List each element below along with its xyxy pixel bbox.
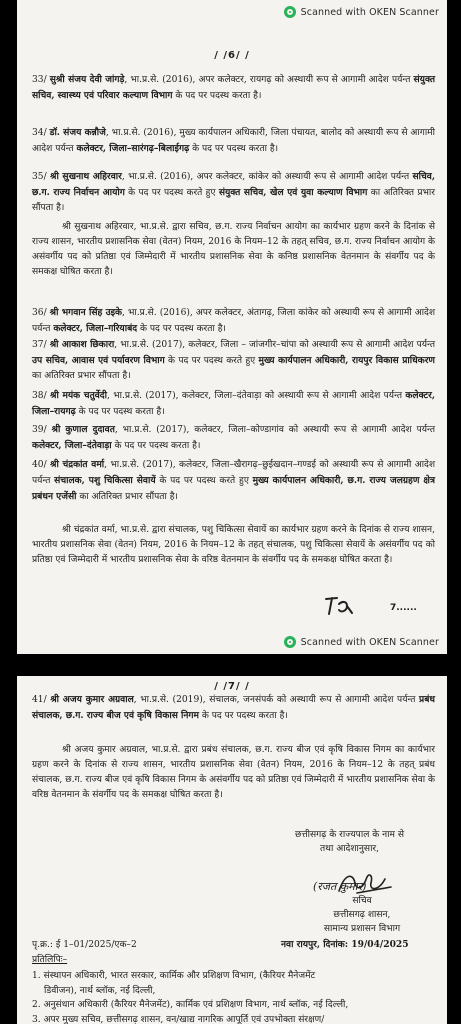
governor-line: छत्तीसगढ़ के राज्यपाल के नाम से तथा आदेशानुसार, (294, 830, 405, 854)
order-item-41: 41/ श्री अजय कुमार अग्रवाल, भा.प्र.से. (2019), संचालक, जनसंपर्क को अस्थायी रूप से आगामी आदेश पर्यन्त प्रबंध संचालक, छ.ग. राज्य बीज एवं कृषि विकास निगम के पद पर पदस्थ करता है। (32, 694, 436, 721)
list-item: 3. अपर मुख्य सचिव, छत्तीसगढ़ शासन, वन/खाद्य नागरिक आपूर्ति एवं उपभोक्ता संरक्षण/ (32, 1014, 325, 1024)
list-item: 2. अनुसंधान अधिकारी (कैरियर मैनेजमेंट), कार्मिक एवं प्रशिक्षण विभाग, नार्थ ब्लॉक, नई दिल्ली, (32, 1000, 349, 1010)
order-item-40: 40/ श्री चंद्रकांत वर्मा, भा.प्र.से. (2017), कलेक्टर, जिला–खैरागढ़–छुईखदान–गण्डई को अस्थायी रूप से आगामी आदेश पर्यन्त संचालक, पशु चिकित्सा सेवायें के पद पर पदस्थ करते हुए मुख्य कार्यपालन अधिकारी, छ.ग. राज्य जलग्रहण क्षेत्र प्रबंधन एजेंसी का अतिरिक्त प्रभार सौंपता है। (32, 459, 436, 502)
initials-signature (323, 595, 357, 622)
order-item-37: 37/ श्री आकाश छिकारा, भा.प्र.से. (2017), कलेक्टर, जिला – जांजगीर–चांपा को अस्थायी रूप से आगामी आदेश पर्यन्त उप सचिव, आवास एवं पर्यावरण विभाग के पद पर पदस्थ करते हुए मुख्य कार्यपालन अधिकारी, रायपुर विकास प्राधिकरण का अतिरिक्त प्रभार सौंपता है। (32, 339, 436, 381)
order-item-41-declaration: श्री अजय कुमार अग्रवाल, भा.प्र.से. द्वारा प्रबंध संचालक, छ.ग. राज्य बीज एवं कृषि विकास निगम का कार्यभार ग्रहण करने के दिनांक से राज्य शासन, भारतीय प्रशासनिक सेवा (वेतन) नियम, 2016 के नियम–12 के तहत् प्रबंध संचालक, छ.ग. राज्य बीज एवं कृषि विकास निगम के असंवर्गीय पद को प्रतिष्ठा एवं जिम्मेदारी में भारतीय प्रशासनिक सेवा के वरिष्ठ वेतनमान के संवर्गीय पद के समकक्ष घोषित करता है। (32, 745, 435, 800)
oken-logo-icon (284, 636, 296, 648)
copy-heading: प्रतिलिपिः– (32, 955, 68, 965)
document-page-7 (17, 676, 447, 1024)
reference-number: पृ.क्र.: ई 1–01/2025/एक–2 (32, 940, 137, 950)
list-item: डिवीजन), नार्थ ब्लॉक, नई दिल्ली, (44, 985, 156, 996)
oken-logo-icon (284, 6, 296, 18)
order-item-34: 34/ डॉ. संजय कन्नौजे, भा.प्र.से. (2016), मुख्य कार्यपालन अधिकारी, जिला पंचायत, बालोद को अस्थायी रूप से आगामी आदेश पर्यन्त कलेक्टर, जिला–सारंगढ़–बिलाईगढ़ के पद पर पदस्थ करता है। (32, 127, 435, 154)
scanner-label: Scanned with OKEN Scanner (300, 636, 439, 648)
scanner-watermark (284, 6, 439, 18)
order-item-36: 36/ श्री भगवान सिंह उइके, भा.प्र.से. (2016), अपर कलेक्टर, अंतागढ़, जिला कांकेर को अस्थायी रूप से आगामी आदेश पर्यन्त कलेक्टर, जिला–गरियाबंद के पद पर पदस्थ करता है। (32, 307, 436, 334)
order-item-40-declaration: श्री चंद्रकांत वर्मा, भा.प्र.से. द्वारा संचालक, पशु चिकित्सा सेवायें का कार्यभार ग्रहण करने के दिनांक से राज्य शासन, भारतीय प्रशासनिक सेवा (वेतन) नियम, 2016 के नियम–12 के तहत् संचालक, पशु चिकित्सा सेवायें के असंवर्गीय पद को प्रतिष्ठा एवं जिम्मेदारी में भारतीय प्रशासनिक सेवा के वरिष्ठ वेतनमान के संवर्गीय पद के समकक्ष घोषित करता है। (32, 525, 435, 565)
place-date: नवा रायपुर, दिनांक: 19/04/2025 (281, 939, 409, 950)
order-item-38: 38/ श्री मयंक चतुर्वेदी, भा.प्र.से. (2017), कलेक्टर, जिला–दंतेवाड़ा को अस्थायी रूप से आगामी आदेश पर्यन्त कलेक्टर, जिला–रायगढ़ के पद पर पदस्थ करता है। (32, 390, 435, 417)
document-page-6 (17, 0, 447, 654)
order-item-33: 33/ सुश्री संजय देवी जांगड़े, भा.प्र.से. (2016), अपर कलेक्टर, रायगढ़ को अस्थायी रूप से आगामी आदेश पर्यन्त संयुक्त सचिव, स्वास्थ्य एवं परिवार कल्याण विभाग के पद पर पदस्थ करता है। (32, 74, 436, 101)
scanner-watermark (284, 636, 439, 648)
designation-block: सचिव छत्तीसगढ़ शासन, सामान्य प्रशासन विभाग (323, 896, 401, 934)
order-item-35: 35/ श्री सुखनाथ अहिरवार, भा.प्र.से. (2016), अपर कलेक्टर, कांकेर को अस्थायी रूप से आगामी आदेश पर्यन्त सचिव, छ.ग. राज्य निर्वाचन आयोग के पद पर पदस्थ करते हुए संयुक्त सचिव, खेल एवं युवा कल्याण विभाग का अतिरिक्त प्रभार सौंपता है। (32, 171, 435, 213)
scanner-label: Scanned with OKEN Scanner (300, 6, 439, 18)
signatory-name: (रजत कुमार) (313, 880, 367, 893)
order-item-35-declaration: श्री सुखनाथ अहिरवार, भा.प्र.से. द्वारा सचिव, छ.ग. राज्य निर्वाचन आयोग का कार्यभार ग्रहण करने के दिनांक से राज्य शासन, भारतीय प्रशासनिक सेवा (वेतन) नियम, 2016 के नियम–12 के तहत् सचिव, छ.ग. राज्य निर्वाचन आयोग के असंवर्गीय पद को प्रतिष्ठा एवं जिम्मेदारी में भारतीय प्रशासनिक सेवा के कनिष्ठ प्रशासनिक वेतनमान के संवर्गीय पद के समकक्ष घोषित करता है। (32, 222, 435, 277)
page-number: / /7/ / (214, 681, 250, 692)
continued-marker: 7...... (390, 603, 417, 613)
list-item: 1. संस्थापन अधिकारी, भारत सरकार, कार्मिक और प्रशिक्षण विभाग, (कैरियर मैनेजमेंट (32, 971, 316, 981)
page-number: / /6/ / (214, 50, 250, 61)
copy-list (32, 969, 442, 1024)
order-item-39: 39/ श्री कुणाल दुदावत, भा.प्र.से. (2017), कलेक्टर, जिला–कोण्डागांव को अस्थायी रूप से आगामी आदेश पर्यन्त कलेक्टर, जिला–दंतेवाड़ा के पद पर पदस्थ करता है। (32, 424, 435, 451)
